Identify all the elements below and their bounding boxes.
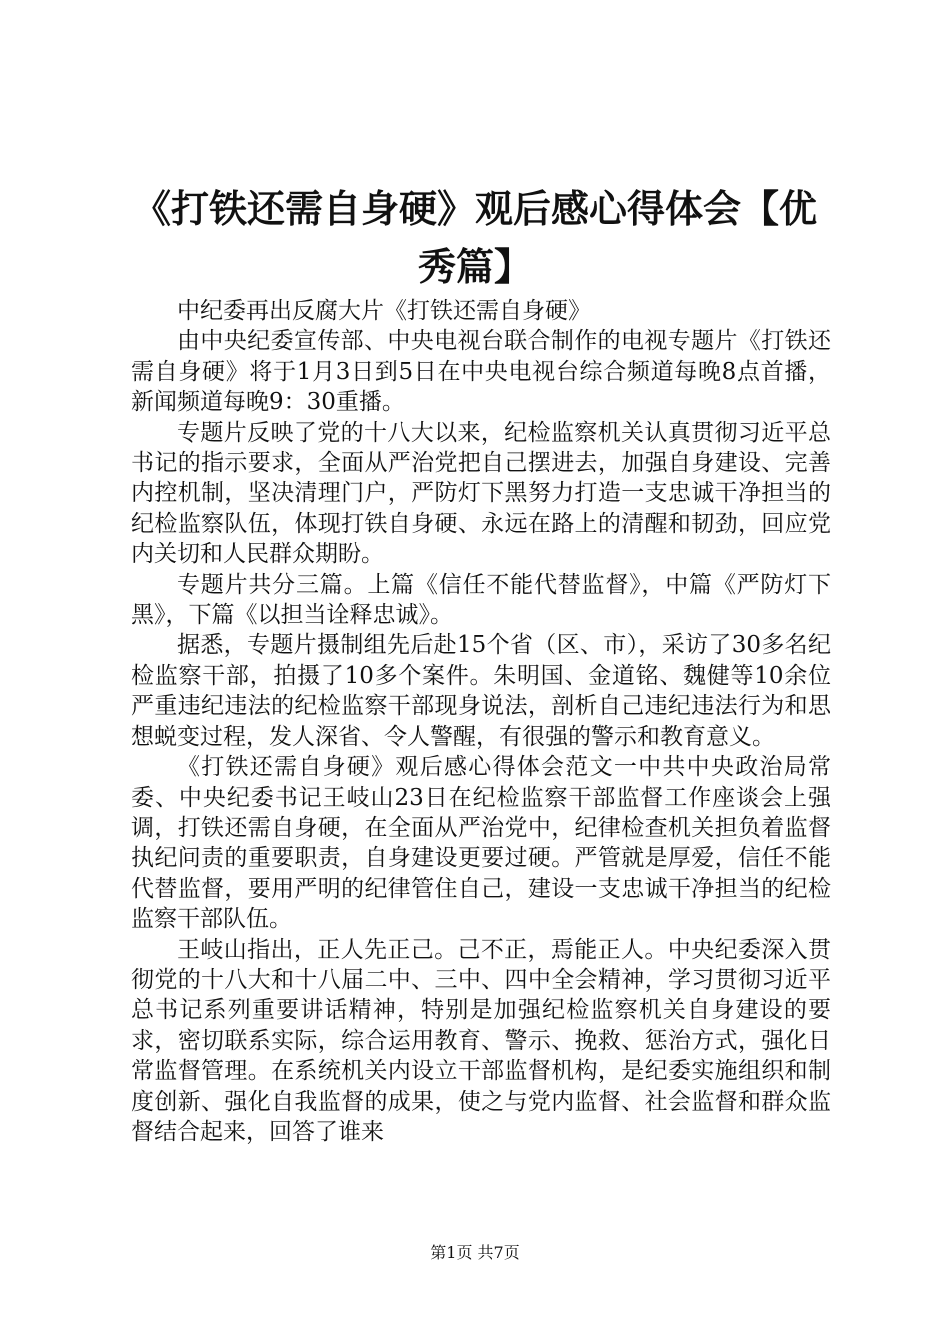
paragraph-3: 专题片反映了党的十八大以来，纪检监察机关认真贯彻习近平总书记的指示要求，全面从严治党把自己摆进去，加强自身建设、完善内控机制，坚决清理门户，严防灯下黑努力打造一支忠诚干净担当的纪检监察队伍，体现打铁自身硬、永远在路上的清醒和韧劲，回应党内关切和人民群众期盼。	[131, 419, 831, 568]
document-title: 《打铁还需自身硬》观后感心得体会【优秀篇】	[132, 186, 817, 289]
paragraph-6: 《打铁还需自身硬》观后感心得体会范文一中共中央政治局常委、中央纪委书记王岐山23日在纪检监察干部监督工作座谈会上强调，打铁还需自身硬，在全面从严治党中，纪律检查机关担负着监督执纪问责的重要职责，自身建设更要过硬。严管就是厚爱，信任不能代替监督，要用严明的纪律管住自己，建设一支忠诚干净担当的纪检监察干部队伍。	[131, 754, 831, 933]
paragraph-5: 据悉，专题片摄制组先后赴15个省（区、市），采访了30多名纪检监察干部，拍摄了10多个案件。朱明国、金道铭、魏健等10余位严重违纪违法的纪检监察干部现身说法，剖析自己违纪违法行为和思想蜕变过程，发人深省、令人警醒，有很强的警示和教育意义。	[131, 632, 831, 750]
paragraph-1: 中纪委再出反腐大片《打铁还需自身硬》	[177, 298, 591, 324]
paragraph-7: 王岐山指出，正人先正己。己不正，焉能正人。中央纪委深入贯彻党的十八大和十八届二中、三中、四中全会精神，学习贯彻习近平总书记系列重要讲话精神，特别是加强纪检监察机关自身建设的要求，密切联系实际，综合运用教育、警示、挽救、惩治方式，强化日常监督管理。在系统机关内设立干部监督机构，是纪委实施组织和制度创新、强化自我监督的成果，使之与党内监督、社会监督和群众监督结合起来，回答了谁来	[131, 936, 831, 1145]
document-body	[131, 296, 831, 1147]
paragraph-2: 由中央纪委宣传部、中央电视台联合制作的电视专题片《打铁还需自身硬》将于1月3日到5日在中央电视台综合频道每晚8点首播，新闻频道每晚9：30重播。	[131, 328, 831, 416]
page-number-footer: 第1页 共7页	[430, 1243, 520, 1262]
paragraph-4: 专题片共分三篇。上篇《信任不能代替监督》，中篇《严防灯下黑》，下篇《以担当诠释忠诚》。	[131, 571, 831, 629]
